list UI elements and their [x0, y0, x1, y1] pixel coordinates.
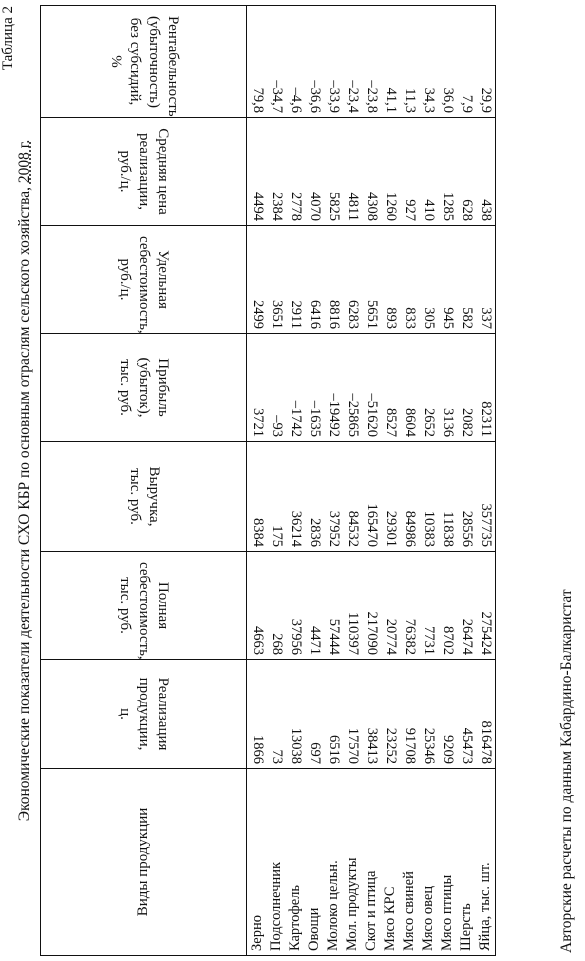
column-header [41, 6, 247, 118]
table-value: 6516 [326, 735, 342, 764]
table-value: –23,4 [345, 80, 361, 113]
table-value: 7,9 [459, 94, 475, 113]
table-row [247, 6, 496, 956]
economic-indicators-table [40, 5, 496, 956]
table-column-cell [247, 660, 496, 769]
product-name: Молоко цельн. [325, 860, 341, 951]
table-value: 9209 [440, 735, 456, 764]
table-value: 5651 [364, 300, 380, 329]
table-value: 25346 [421, 727, 437, 764]
column-header [41, 769, 247, 956]
table-value: 275424 [478, 611, 494, 655]
table-value: 28556 [459, 510, 475, 547]
table-value: 1285 [440, 192, 456, 221]
table-value: 82311 [478, 401, 494, 437]
table-value: 2911 [288, 300, 304, 329]
header-row [41, 6, 247, 956]
table-value: 29,9 [478, 87, 494, 113]
product-name: Мясо овец [420, 885, 436, 951]
table-value: 2384 [269, 192, 285, 221]
table-value: 4663 [250, 626, 266, 655]
table-value: 4494 [250, 192, 266, 221]
product-name: Мясо свиней [401, 871, 417, 951]
table-value: –19492 [326, 393, 342, 437]
table-value: –23,8 [364, 80, 380, 113]
source-note: Авторские расчеты по данным Кабардино-Балкаристат [558, 589, 575, 953]
table-value: 268 [269, 633, 285, 655]
table-value: 357735 [478, 503, 494, 547]
table-value: –1635 [307, 400, 323, 437]
column-header-label: Полная себестоимость, тыс. руб. [117, 562, 171, 660]
caption-text: Экономические показатели деятельности СХО КБР по основным отраслям сельского хозяйства, [16, 183, 33, 822]
table-value: 17570 [345, 727, 361, 764]
table-value: 29301 [383, 510, 399, 547]
table-value: 57444 [326, 618, 342, 655]
column-header [41, 226, 247, 334]
table-value: –51620 [364, 393, 380, 437]
table-value: –4,6 [288, 87, 304, 113]
table-value: 2082 [459, 408, 475, 437]
table-value: 38413 [364, 727, 380, 764]
table-value: 37952 [326, 510, 342, 547]
table-value: 13038 [288, 727, 304, 764]
table-value: 79,8 [250, 87, 266, 113]
table-column-cell [247, 442, 496, 552]
table-value: 3136 [440, 408, 456, 437]
table-value: 4811 [345, 192, 361, 221]
product-name: Скот и птица [363, 870, 379, 951]
table-number-label: Таблица 2 [0, 6, 16, 71]
column-header [41, 334, 247, 442]
table-value: 11838 [440, 511, 456, 547]
table-value: 217090 [364, 611, 380, 655]
product-name: Картофель [287, 884, 303, 951]
product-name: Зерно [249, 915, 265, 951]
table-value: 4308 [364, 192, 380, 221]
table-value: 5825 [326, 192, 342, 221]
table-value: 1260 [383, 192, 399, 221]
table-column-cell [247, 6, 496, 118]
table-value: 2499 [250, 300, 266, 329]
table-value: 3651 [269, 300, 285, 329]
table-value: 36214 [288, 510, 304, 547]
table-column-cell [247, 552, 496, 660]
column-header-label: Реализация продукции, ц. [117, 677, 171, 751]
caption-year: 2008 г. [16, 139, 33, 184]
table-body [247, 6, 496, 956]
table-value: 816478 [478, 720, 494, 764]
product-name: Мясо птицы [439, 874, 455, 951]
table-column-cell [247, 769, 496, 956]
table-value: 23252 [383, 727, 399, 764]
product-name: Шерсть [458, 903, 474, 951]
table-value: 91708 [402, 727, 418, 764]
column-header-label: Рентабельность (убыточность) без субсидий, % [107, 16, 181, 117]
table-column-cell [247, 226, 496, 334]
table-caption [16, 0, 34, 961]
table-value: 37956 [288, 618, 304, 655]
product-name: Мол. продукты [344, 857, 360, 951]
column-header [41, 442, 247, 552]
table-value: 45473 [459, 727, 475, 764]
table-value: 26474 [459, 618, 475, 655]
table-value: 10383 [421, 510, 437, 547]
column-header-label: Выручка, тыс. руб. [126, 466, 162, 527]
column-header [41, 552, 247, 660]
table-value: 945 [440, 307, 456, 329]
table-value: –33,9 [326, 80, 342, 113]
table-value: 438 [478, 199, 494, 221]
table-value: 8384 [250, 518, 266, 547]
column-header-label: Средняя цена реализации, руб./ц. [117, 128, 171, 215]
table-value: 2652 [421, 408, 437, 437]
table-value: 582 [459, 307, 475, 329]
table-value: 8604 [402, 408, 418, 437]
table-value: 697 [307, 742, 323, 764]
column-header [41, 118, 247, 226]
table-value: 110397 [345, 612, 361, 655]
column-header-label: Удельная себестоимость, руб./ц. [117, 236, 171, 334]
table-value: 84532 [345, 510, 361, 547]
table-value: 305 [421, 307, 437, 329]
table-value: 2836 [307, 518, 323, 547]
table-value: 4070 [307, 192, 323, 221]
table-value: 20774 [383, 618, 399, 655]
table-value: 337 [478, 307, 494, 329]
table-value: 6416 [307, 300, 323, 329]
table-value: –25865 [345, 393, 361, 437]
table-value: 410 [421, 199, 437, 221]
table-value: 8527 [383, 408, 399, 437]
table-value: 76382 [402, 618, 418, 655]
table-value: –36,6 [307, 80, 323, 113]
column-header [41, 660, 247, 769]
table-value: 36,0 [440, 87, 456, 113]
table-value: 8702 [440, 626, 456, 655]
product-name: Яйца, тыс. шт. [477, 862, 493, 951]
table-column-cell [247, 118, 496, 226]
table-value: 11,3 [402, 88, 418, 113]
table-value: 34,3 [421, 87, 437, 113]
column-header-label: Прибыль (убыток), тыс. руб. [117, 357, 171, 418]
product-name: Мясо КРС [382, 886, 398, 951]
table-value: 8816 [326, 300, 342, 329]
table-value: 41,1 [383, 87, 399, 113]
table-column-cell [247, 334, 496, 442]
column-header-label: Виды продукции [135, 807, 151, 917]
table-value: 833 [402, 307, 418, 329]
table-value: 3721 [250, 408, 266, 437]
table-value: 175 [269, 525, 285, 547]
table-value: 2778 [288, 192, 304, 221]
table-value: 7731 [421, 626, 437, 655]
table-value: 84986 [402, 510, 418, 547]
table-value: 73 [269, 749, 285, 764]
table-value: 893 [383, 307, 399, 329]
table-value: 4471 [307, 626, 323, 655]
table-value: 628 [459, 199, 475, 221]
product-name: Овощи [306, 907, 322, 951]
table-value: 1866 [250, 735, 266, 764]
table-value: –1742 [288, 400, 304, 437]
table-value: –93 [269, 415, 285, 437]
table-value: 165470 [364, 503, 380, 547]
table-value: 927 [402, 199, 418, 221]
product-name: Подсолнечник [268, 861, 284, 951]
table-value: 6283 [345, 300, 361, 329]
table-value: –34,7 [269, 80, 285, 113]
